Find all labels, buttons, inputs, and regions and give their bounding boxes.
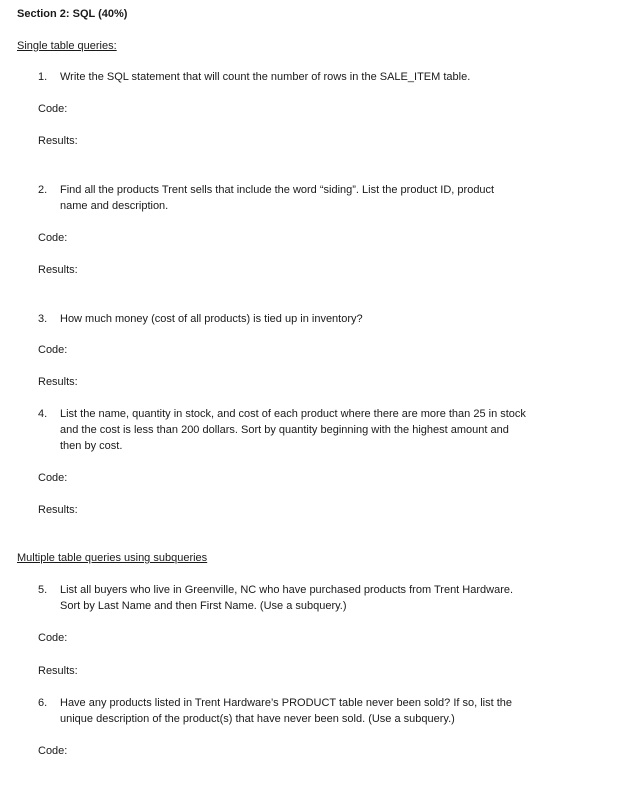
question-text-line: Find all the products Trent sells that include the word “siding”. List the product ID, product — [60, 184, 495, 196]
question-number: 2. — [38, 184, 48, 196]
question-number: 1. — [38, 71, 48, 83]
results-label-3: Results: — [38, 376, 78, 388]
question-text-line: Sort by Last Name and then First Name. (Use a subquery.) — [60, 600, 347, 612]
question-number: 3. — [38, 313, 48, 325]
question-number: 6. — [38, 697, 48, 709]
question-text-line: How much money (cost of all products) is tied up in inventory? — [60, 313, 363, 325]
code-label-3: Code: — [38, 344, 68, 356]
question-number: 5. — [38, 584, 48, 596]
results-label-5: Results: — [38, 665, 78, 677]
question-text-line: Have any products listed in Trent Hardware’s PRODUCT table never been sold? If so, list the — [60, 697, 513, 709]
code-label-2: Code: — [38, 232, 68, 244]
code-label-6: Code: — [38, 745, 68, 757]
code-label-4: Code: — [38, 472, 68, 484]
subsection-single-table: Single table queries: — [17, 40, 117, 52]
results-label-4: Results: — [38, 504, 78, 516]
question-text-line: then by cost. — [60, 440, 123, 452]
question-text-line: and the cost is less than 200 dollars. Sort by quantity beginning with the highest amount and — [60, 424, 509, 436]
code-label-1: Code: — [38, 103, 68, 115]
question-text-line: List all buyers who live in Greenville, NC who have purchased products from Trent Hardware. — [60, 584, 514, 596]
question-number: 4. — [38, 408, 48, 420]
code-label-5: Code: — [38, 632, 68, 644]
results-label-1: Results: — [38, 135, 78, 147]
question-text-line: unique description of the product(s) that have never been sold. (Use a subquery.) — [60, 713, 455, 725]
question-text-line: Write the SQL statement that will count the number of rows in the SALE_ITEM table. — [60, 71, 471, 83]
subsection-multiple-table: Multiple table queries using subqueries — [17, 552, 208, 564]
question-text-line: List the name, quantity in stock, and cost of each product where there are more than 25 in stock — [60, 408, 526, 420]
results-label-2: Results: — [38, 264, 78, 276]
section-title: Section 2: SQL (40%) — [17, 8, 128, 20]
question-text-line: name and description. — [60, 200, 169, 212]
